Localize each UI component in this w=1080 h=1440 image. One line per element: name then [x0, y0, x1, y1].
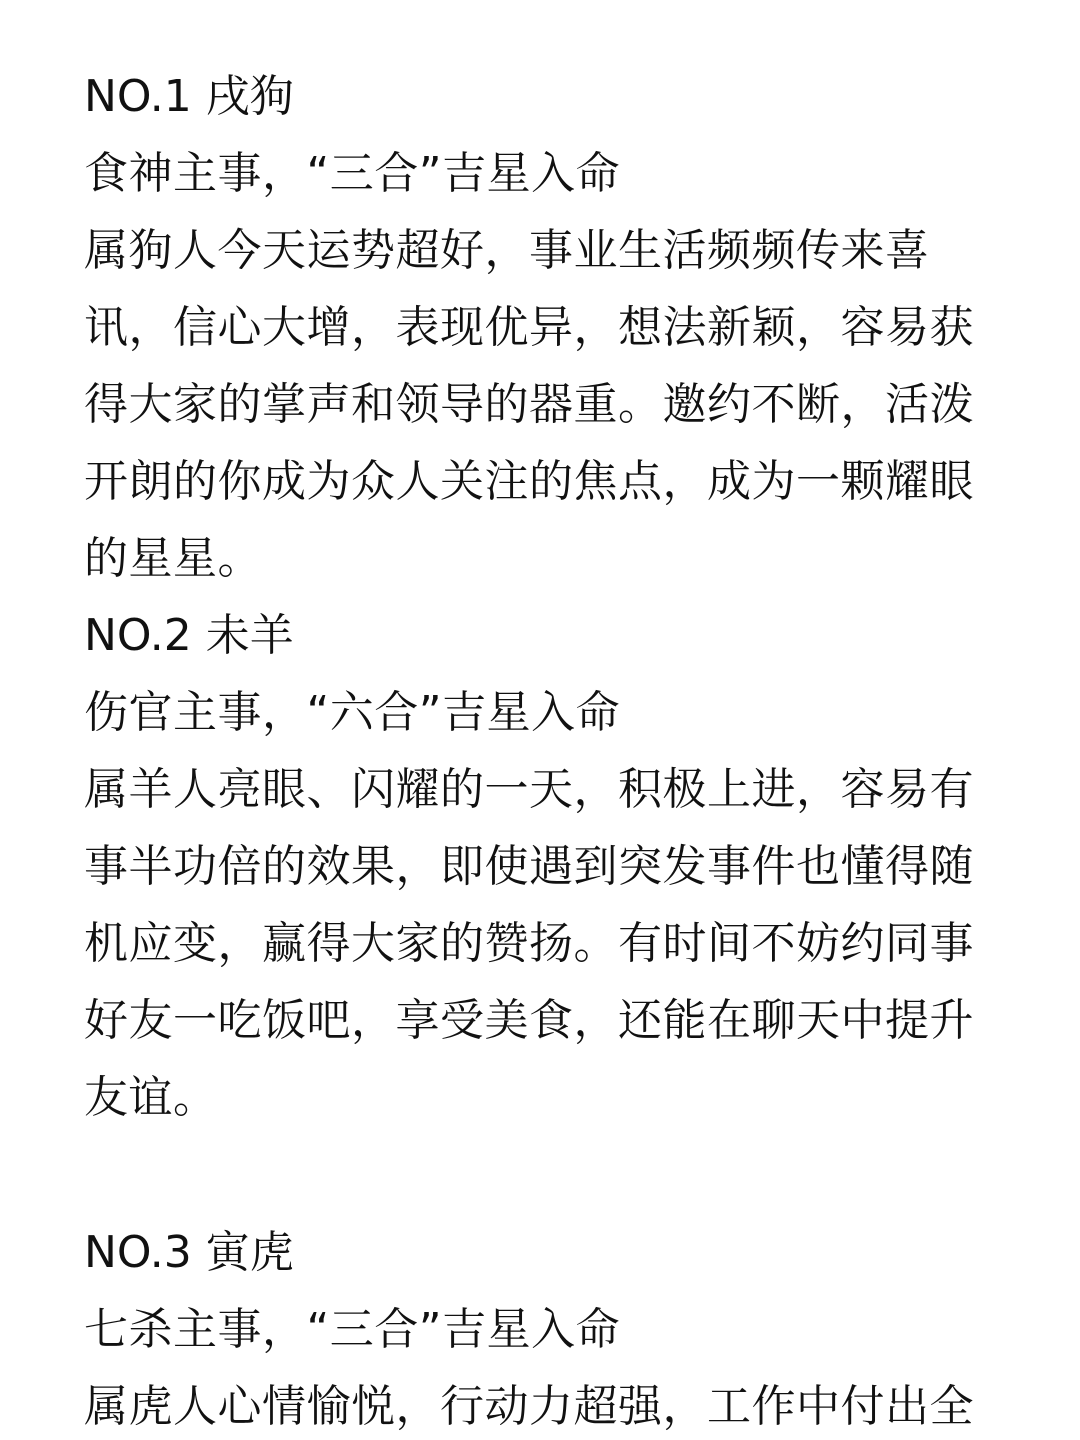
- section-3: [84, 1214, 994, 1440]
- section-1-paragraph-line: 讯，信心大增，表现优异，想法新颖，容易获: [84, 302, 974, 353]
- section-2-subtitle: 伤官主事，“六合”吉星入命: [84, 687, 621, 738]
- section-2: [84, 597, 994, 1136]
- section-1-subtitle: 食神主事，“三合”吉星入命: [84, 148, 621, 199]
- section-1-paragraph-line: 属狗人今天运势超好，事业生活频频传来喜: [84, 225, 930, 276]
- section-2-paragraph-line: 属羊人亮眼、闪耀的一天，积极上进，容易有: [84, 764, 974, 815]
- section-1-paragraph-line: 开朗的你成为众人关注的焦点，成为一颗耀眼: [84, 456, 974, 507]
- section-3-subtitle: 七杀主事，“三合”吉星入命: [84, 1304, 621, 1355]
- section-1-heading: NO.1 戌狗: [84, 71, 294, 122]
- section-2-paragraph-line: 友谊。: [84, 1072, 218, 1123]
- section-2-paragraph-line: 事半功倍的效果，即使遇到突发事件也懂得随: [84, 841, 974, 892]
- article-content: [84, 58, 994, 1440]
- section-3-heading: NO.3 寅虎: [84, 1227, 294, 1278]
- section-spacing: [84, 1136, 994, 1214]
- section-2-heading: NO.2 未羊: [84, 610, 294, 661]
- section-2-paragraph-line: 好友一吃饭吧，享受美食，还能在聊天中提升: [84, 995, 974, 1046]
- section-1-paragraph-line: 得大家的掌声和领导的器重。邀约不断，活泼: [84, 379, 974, 430]
- section-1: [84, 58, 994, 597]
- section-3-paragraph-line: 属虎人心情愉悦，行动力超强，工作中付出全: [84, 1381, 974, 1432]
- section-2-paragraph-line: 机应变，赢得大家的赞扬。有时间不妨约同事: [84, 918, 974, 969]
- section-1-paragraph-line: 的星星。: [84, 533, 262, 584]
